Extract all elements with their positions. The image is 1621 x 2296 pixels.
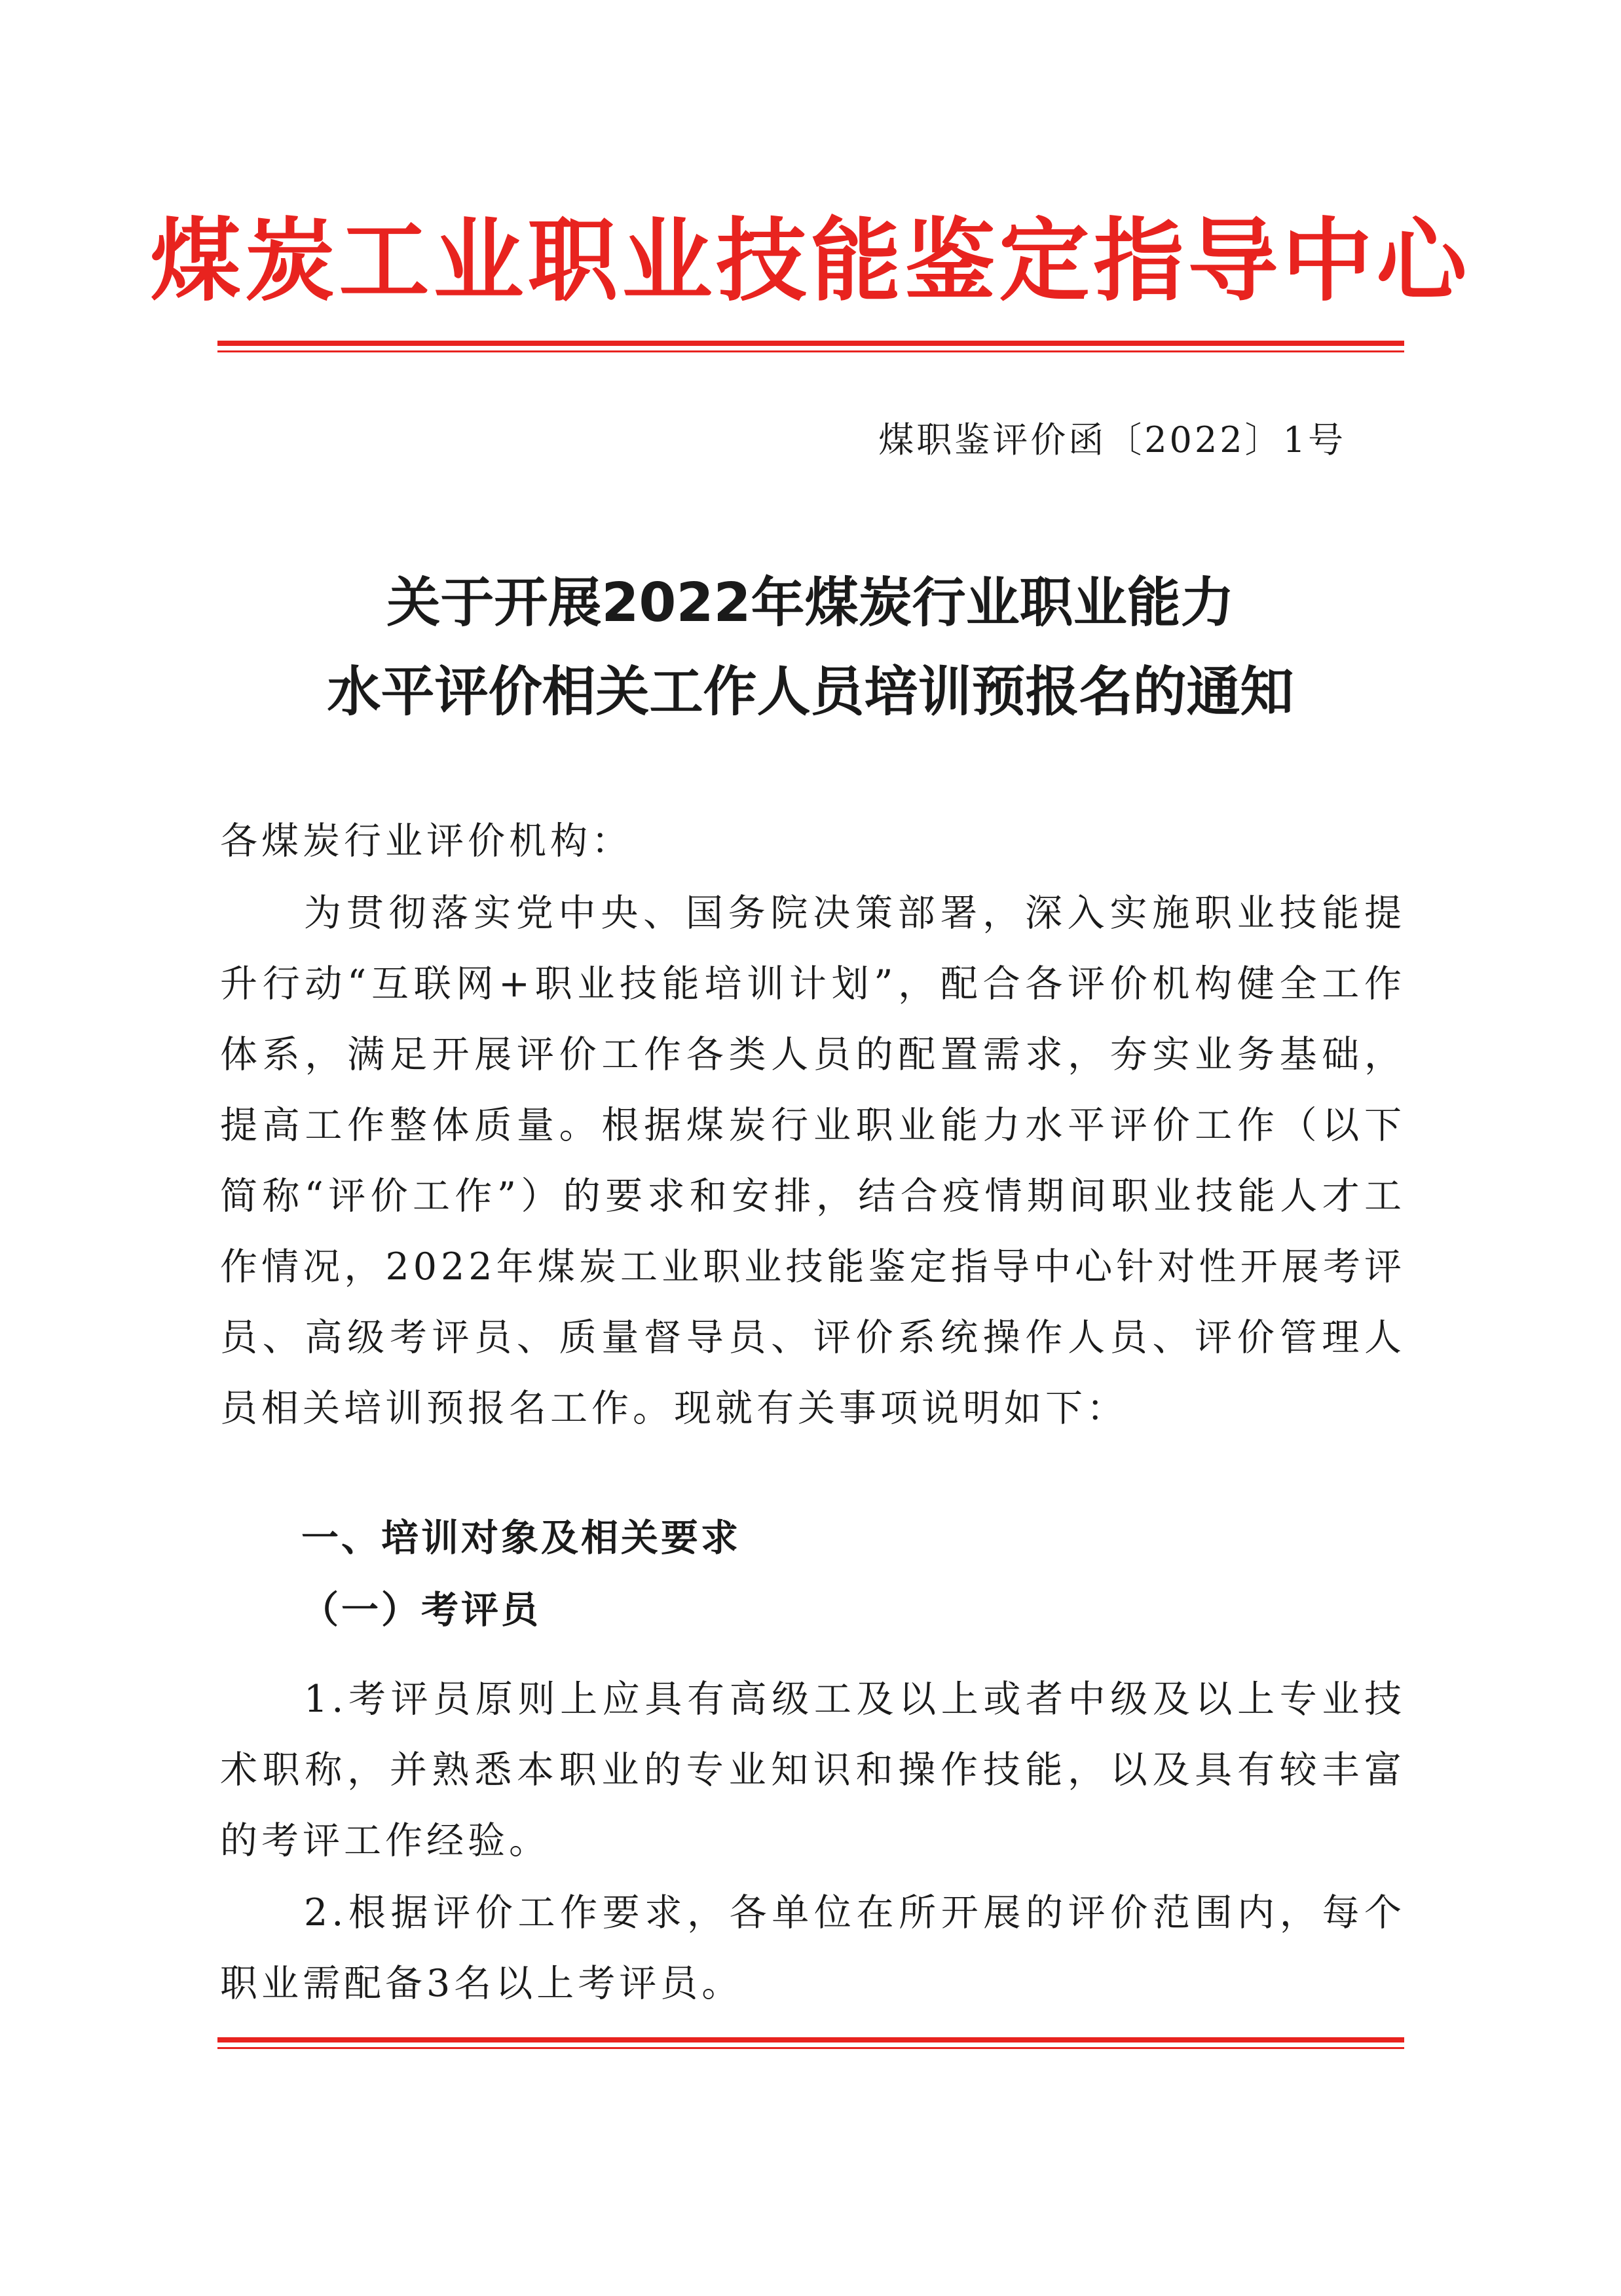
subsection-heading-1: （一）考评员 — [301, 1589, 541, 1632]
header-red-rule — [217, 341, 1404, 352]
footer-red-rule — [217, 2037, 1404, 2049]
organization-header: 煤炭工业职业技能鉴定指导中心 — [150, 208, 1471, 314]
requirement-item-2: 2.根据评价工作要求，各单位在所开展的评价范围内，每个职业需配备3名以上考评员。 — [220, 1891, 1406, 2005]
intro-paragraph: 为贯彻落实党中央、国务院决策部署，深入实施职业技能提升行动“互联网+职业技能培训计划”，配合各评价机构健全工作体系，满足开展评价工作各类人员的配置需求，夯实业务基础，提高工作整体质量。根据煤炭行业职业能力水平评价工作（以下简称“评价工作”）的要求和安排，结合疫情期间职业技能人才工作情况，2022年煤炭工业职业技能鉴定指导中心针对性开展考评员、高级考评员、质量督导员、评价系统操作人员、评价管理人员相关培训预报名工作。现就有关事项说明如下： — [220, 892, 1406, 1430]
document-title-line-1: 关于开展2022年煤炭行业职业能力 — [386, 572, 1235, 634]
section-heading-1: 一、培训对象及相关要求 — [301, 1516, 741, 1560]
salutation: 各煤炭行业评价机构： — [220, 819, 633, 863]
document-number: 煤职鉴评价函〔2022〕1号 — [878, 419, 1346, 461]
document-title-line-2: 水平评价相关工作人员培训预报名的通知 — [327, 661, 1294, 723]
requirement-item-1: 1.考评员原则上应具有高级工及以上或者中级及以上专业技术职称，并熟悉本职业的专业知识和操作技能，以及具有较丰富的考评工作经验。 — [220, 1678, 1406, 1862]
